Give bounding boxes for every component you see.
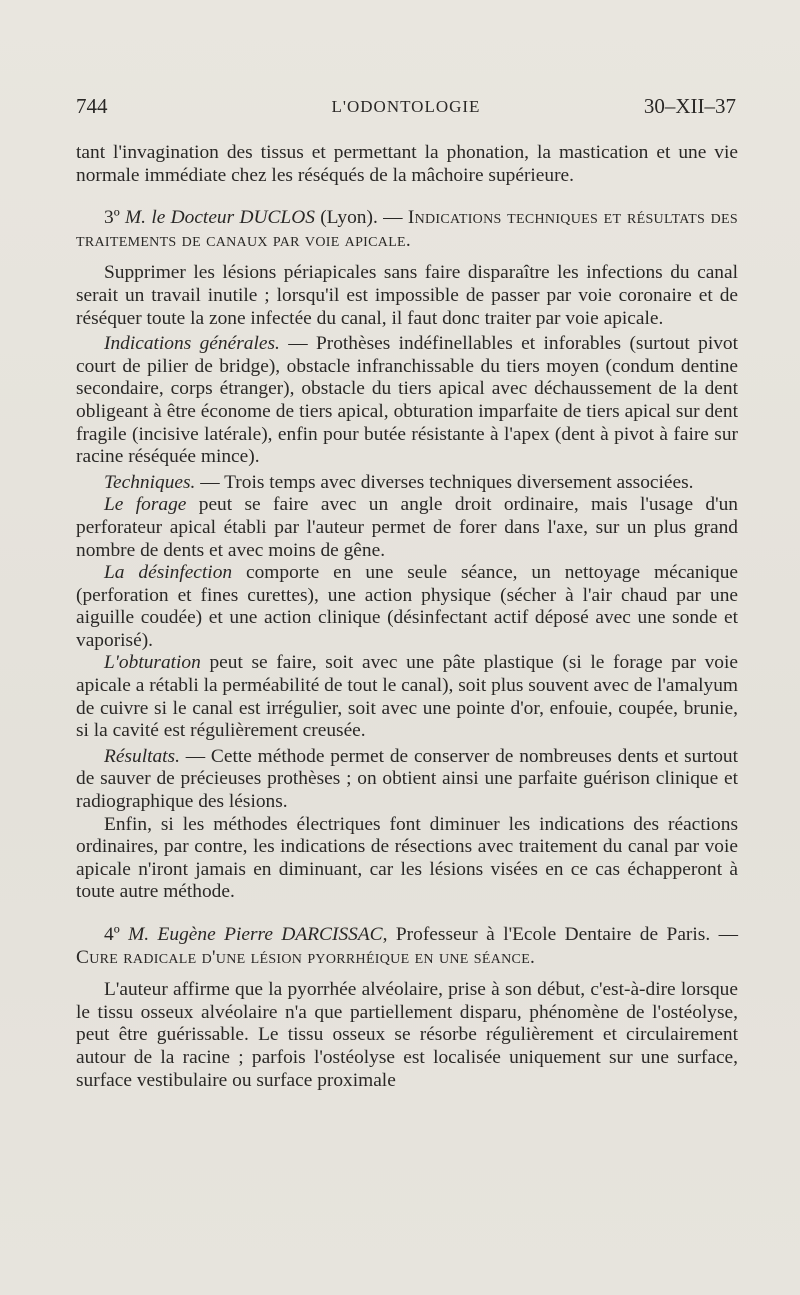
body-text <box>76 142 738 1092</box>
author-name: M. le Docteur DUCLOS <box>125 207 315 229</box>
section-3-heading: 3º M. le Docteur DUCLOS (Lyon). — Indications techniques et résultats des traitements de canaux par voie apicale. <box>76 207 738 251</box>
section-4-heading: 4º M. Eugène Pierre DARCISSAC, Professeur à l'Ecole Dentaire de Paris. — Cure radicale d'une lésion pyorrhéique en une séance. <box>76 924 738 968</box>
journal-title: L'ODONTOLOGIE <box>331 97 481 116</box>
paragraph: L'auteur affirme que la pyorrhée alvéolaire, prise à son début, c'est-à-dire lorsque le tissu osseux alvéolaire n'a que partiellement disparu, phénomène de l'ostéolyse, peut être guérissable. Le tissu osseux se résorbe régulièrement et circulairement autour de la racine ; parfois l'ostéolyse est localisée uniquement sur une surface, surface vestibulaire ou surface proximale <box>76 979 738 1091</box>
running-header <box>76 94 736 124</box>
section-number: 4º <box>104 924 120 945</box>
paragraph: Supprimer les lésions périapicales sans faire disparaître les infections du canal serait un travail inutile ; lorsqu'il est impossible de passer par voie coronaire et de réséquer toute la zone infectée du canal, il faut donc traiter par voie apicale. <box>76 262 738 329</box>
paragraph-techniques: Techniques. — Trois temps avec diverses techniques diversement associées. <box>104 471 694 493</box>
section-number: 3º <box>104 207 120 229</box>
paragraph-indications: Indications générales. — Prothèses indéfinellables et inforables (surtout pivot court de pilier de bridge), obstacle infranchissable du tiers moyen (condum dentine secondaire, corps étranger), obstacle du tiers apical avec déchaussement de la dent obligeant à être économe de tiers apical, obturation imparfaite de tiers apical sur dent fragile (incisive latérale), enfin pour butée résistante à l'apex (dent à pivot à faire sur racine réséquée mince). <box>76 333 738 468</box>
paragraph-desinfection: La désinfection comporte en une seule séance, un nettoyage mécanique (perforation et fines curettes), une action physique (sécher à l'air chaud par une aiguille coudée) et une action clinique (désinfectant actif déposé avec une sonde et vaporisé). <box>76 562 738 651</box>
paragraph-continued: tant l'invagination des tissus et permettant la phonation, la mastication et une vie normale immédiate chez les réséqués de la mâchoire supérieure. <box>76 142 738 186</box>
paragraph-resultats: Résultats. — Cette méthode permet de conserver de nombreuses dents et surtout de sauver de précieuses prothèses ; on obtient ainsi une parfaite guérison clinique et radiographique des lésions. <box>76 745 738 813</box>
paragraph-obturation: L'obturation peut se faire, soit avec une pâte plastique (si le forage par voie apicale a rétabli la perméabilité de tout le canal), soit plus souvent avec de l'amalyum de cuivre si le canal est irrégulier, soit avec une pointe d'or, enfouie, coupée, brunie, si la cavité est régulièrement creusée. <box>76 652 738 742</box>
author-name: M. Eugène Pierre DARCISSAC <box>128 924 383 945</box>
paragraph-forage: Le forage peut se faire avec un angle droit ordinaire, mais l'usage d'un perforateur apical établi par l'auteur permet de forer dans l'axe, sur un plus grand nombre de dents et avec moins de gêne. <box>76 494 738 561</box>
page-number: 744 <box>76 94 108 118</box>
paragraph: Enfin, si les méthodes électriques font diminuer les indications des réactions ordinaires, par contre, les indications de résections avec traitement du canal par voie apicale n'iront jamais en diminuant, car les lésions visées en ce cas échapperont à toute autre méthode. <box>76 813 738 903</box>
section-title: Cure radicale d'une lésion pyorrhéique en une séance. <box>76 946 536 968</box>
issue-date: 30–XII–37 <box>643 94 736 118</box>
section-title: Indications techniques et résultats des traitements de canaux par voie apicale. <box>76 207 738 251</box>
